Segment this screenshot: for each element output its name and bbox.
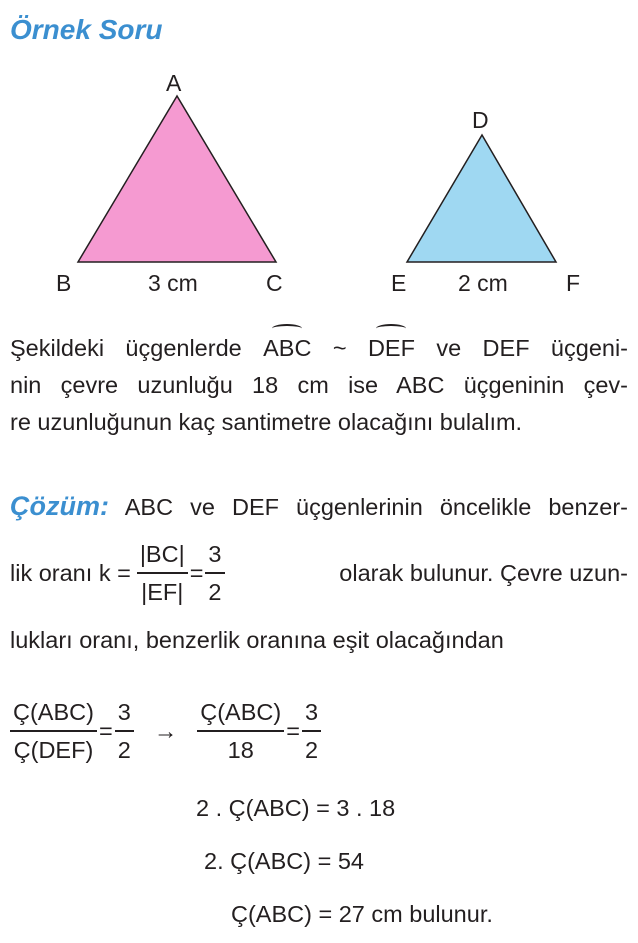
question-line-3: re uzunluğunun kaç santimetre olacağını bulalım. (10, 409, 523, 435)
bc-length: |BC| (137, 538, 188, 574)
page-title: Örnek Soru (10, 14, 163, 45)
solution-text-3: lukları oranı, benzerlik oranına eşit olacağından (10, 627, 504, 653)
question-paragraph (10, 330, 628, 441)
arrow-icon: → (153, 717, 178, 744)
numerator-3-b: 3 (115, 696, 134, 732)
question-text-1b: ve DEF üçgeni- (436, 335, 629, 361)
perimeter-abc: Ç(ABC) (10, 696, 97, 732)
arc-def: DEF (368, 330, 415, 367)
solution-line-1 (10, 488, 628, 526)
numerator-3-c: 3 (302, 696, 321, 732)
triangle-abc (78, 96, 276, 262)
perimeter-def: Ç(DEF) (13, 737, 94, 763)
denominator-2-c: 2 (304, 737, 319, 763)
vertex-a-label: A (166, 70, 182, 96)
solution-text-1: ABC ve DEF üçgenlerinin öncelikle benzer- (124, 494, 628, 520)
fraction-perimeter-ratio (10, 696, 97, 766)
fraction-bc-ef (137, 538, 188, 608)
vertex-d-label: D (472, 107, 489, 133)
fraction-perimeter-18 (197, 696, 284, 766)
vertex-c-label: C (266, 270, 283, 296)
fraction-3-2-c (302, 696, 321, 766)
vertex-b-label: B (56, 270, 72, 296)
equals-sign-2: = (98, 717, 113, 744)
vertex-f-label: F (566, 270, 581, 296)
ef-length: |EF| (141, 579, 184, 605)
perimeter-abc-b: Ç(ABC) (197, 696, 284, 732)
solution-line-3 (10, 622, 628, 659)
solution-line-2 (10, 538, 628, 608)
denominator-18: 18 (227, 737, 254, 763)
denominator-2: 2 (208, 579, 222, 605)
equals-sign: = (189, 559, 204, 586)
step-1: 2 . Ç(ABC) = 3 . 18 (196, 795, 396, 821)
fraction-3-2 (205, 538, 224, 608)
equals-sign-3: = (286, 717, 300, 744)
triangle-def (407, 135, 556, 262)
step-3: Ç(ABC) = 27 cm bulunur. (231, 901, 493, 927)
vertex-e-label: E (391, 270, 407, 296)
base-bc-label: 3 cm (148, 270, 198, 296)
question-text-1a: Şekildeki üçgenlerde (10, 335, 242, 361)
ratio-k-text: lik oranı k = (10, 559, 131, 586)
fraction-3-2-b (115, 696, 134, 766)
question-line-1 (10, 330, 628, 367)
numerator-3: 3 (205, 538, 224, 574)
question-line-2: nin çevre uzunluğu 18 cm ise ABC üçgeninin çev- (10, 372, 628, 398)
similarity-symbol: ~ (332, 335, 347, 361)
step-2: 2. Ç(ABC) = 54 (204, 848, 364, 874)
denominator-2-b: 2 (117, 737, 131, 763)
ratio-equation (10, 696, 321, 766)
solution-label: Çözüm: (10, 491, 109, 521)
triangles-figure (0, 60, 638, 310)
arc-abc: ABC (263, 330, 311, 367)
solution-text-2b: olarak bulunur. Çevre uzun- (339, 559, 628, 586)
base-ef-label: 2 cm (458, 270, 508, 296)
